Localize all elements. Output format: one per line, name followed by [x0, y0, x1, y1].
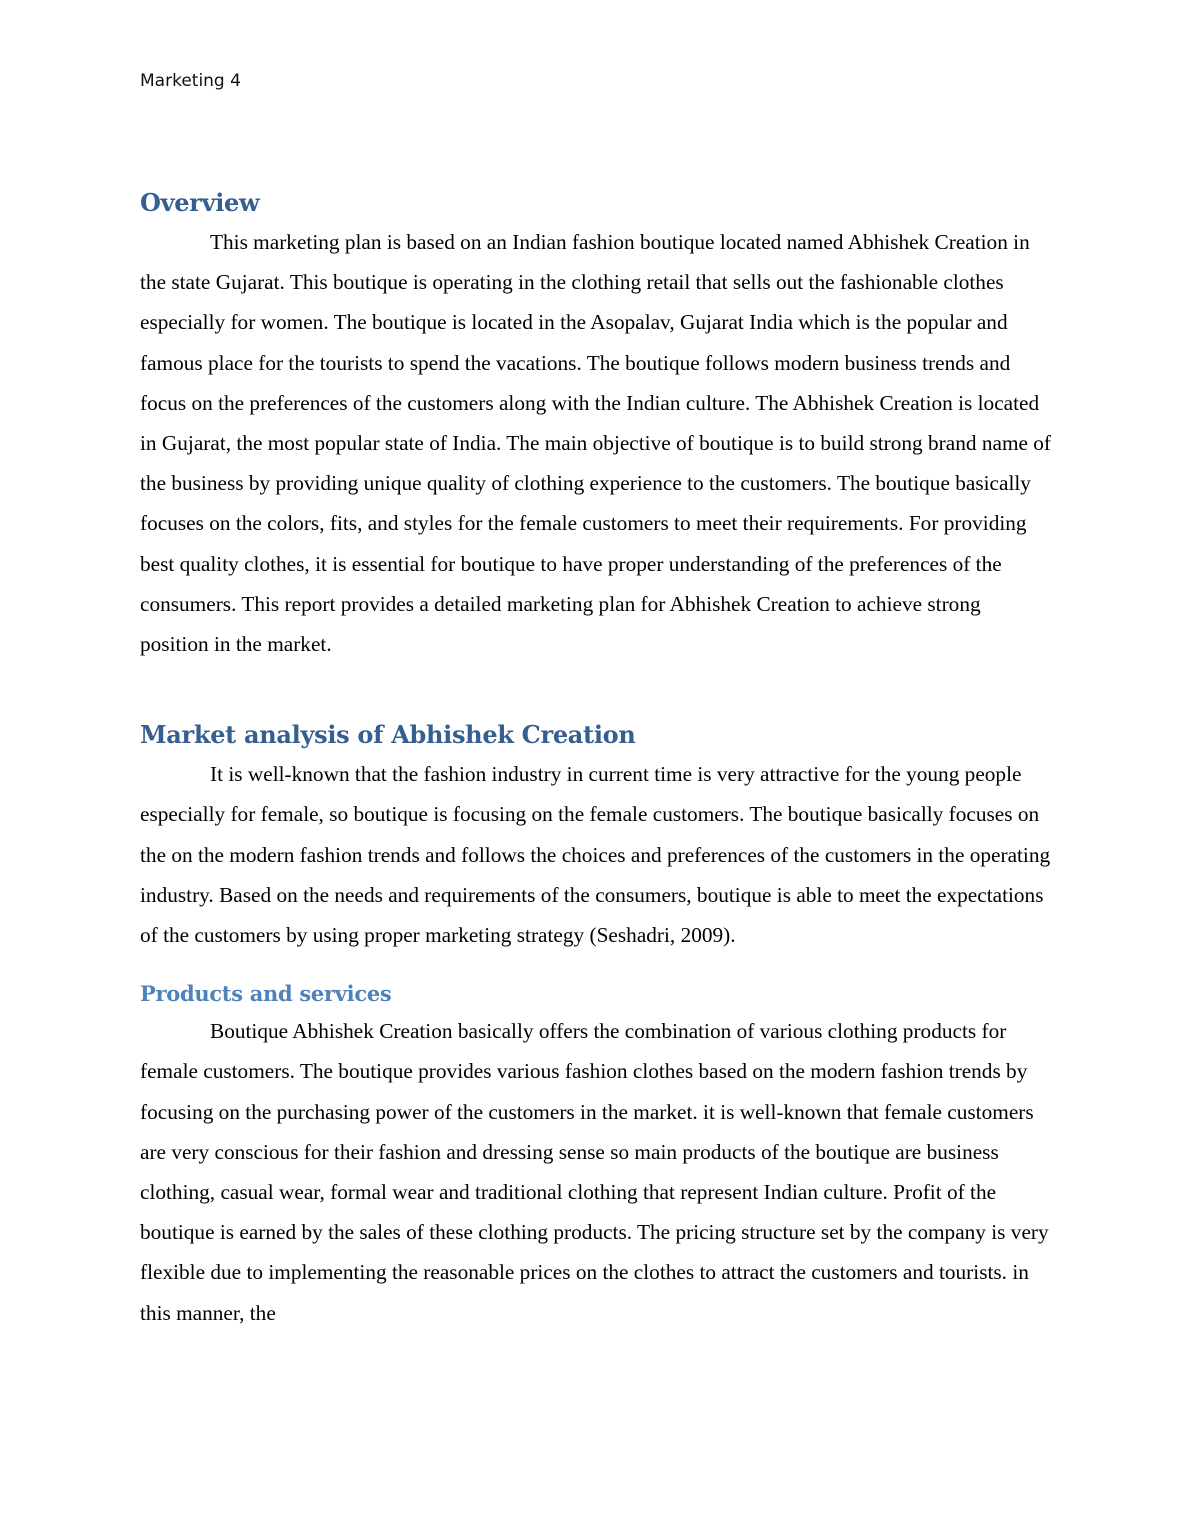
overview-paragraph: This marketing plan is based on an Indian fashion boutique located named Abhishek Creation in the state Gujarat. This boutique is operating in the clothing retail that sells out the fashionable clothes especially for women. The boutique is located in the Asopalav, Gujarat India which is the popular and famous place for the tourists to spend the vacations. The boutique follows modern business trends and focus on the preferences of the customers along with the Indian culture. The Abhishek Creation is located in Gujarat, the most popular state of India. The main objective of boutique is to build strong brand name of the business by providing unique quality of clothing experience to the customers. The boutique basically focuses on the colors, fits, and styles for the female customers to meet their requirements. For providing best quality clothes, it is essential for boutique to have proper understanding of the preferences of the consumers. This report provides a detailed marketing plan for Abhishek Creation to achieve strong position in the market. [140, 230, 1052, 657]
products-services-paragraph: Boutique Abhishek Creation basically offers the combination of various clothing products for female customers. The boutique provides various fashion clothes based on the modern fashion trends by focusing on the purchasing power of the customers in the market. it is well-known that female customers are very conscious for their fashion and dressing sense so main products of the boutique are business clothing, casual wear, formal wear and traditional clothing that represent Indian culture. Profit of the boutique is earned by the sales of these clothing products. The pricing structure set by the company is very flexible due to implementing the reasonable prices on the clothes to attract the customers and tourists. in this manner, the [140, 1019, 1049, 1325]
market-analysis-paragraph: It is well-known that the fashion industry in current time is very attractive for the young people especially for female, so boutique is focusing on the female customers. The boutique basically focuses on the on the modern fashion trends and follows the choices and preferences of the customers in the operating industry. Based on the needs and requirements of the consumers, boutique is able to meet the expectations of the customers by using proper marketing strategy (Seshadri, 2009). [140, 762, 1051, 948]
running-header: Marketing 4 [140, 71, 241, 91]
section-overview [140, 184, 1052, 664]
products-services-heading: Products and services [140, 981, 392, 1007]
overview-heading: Overview [140, 188, 260, 217]
section-products-services [140, 977, 1052, 1333]
document-body [140, 184, 1052, 1333]
section-market-analysis [140, 716, 1052, 955]
market-analysis-heading: Market analysis of Abhishek Creation [140, 720, 636, 750]
